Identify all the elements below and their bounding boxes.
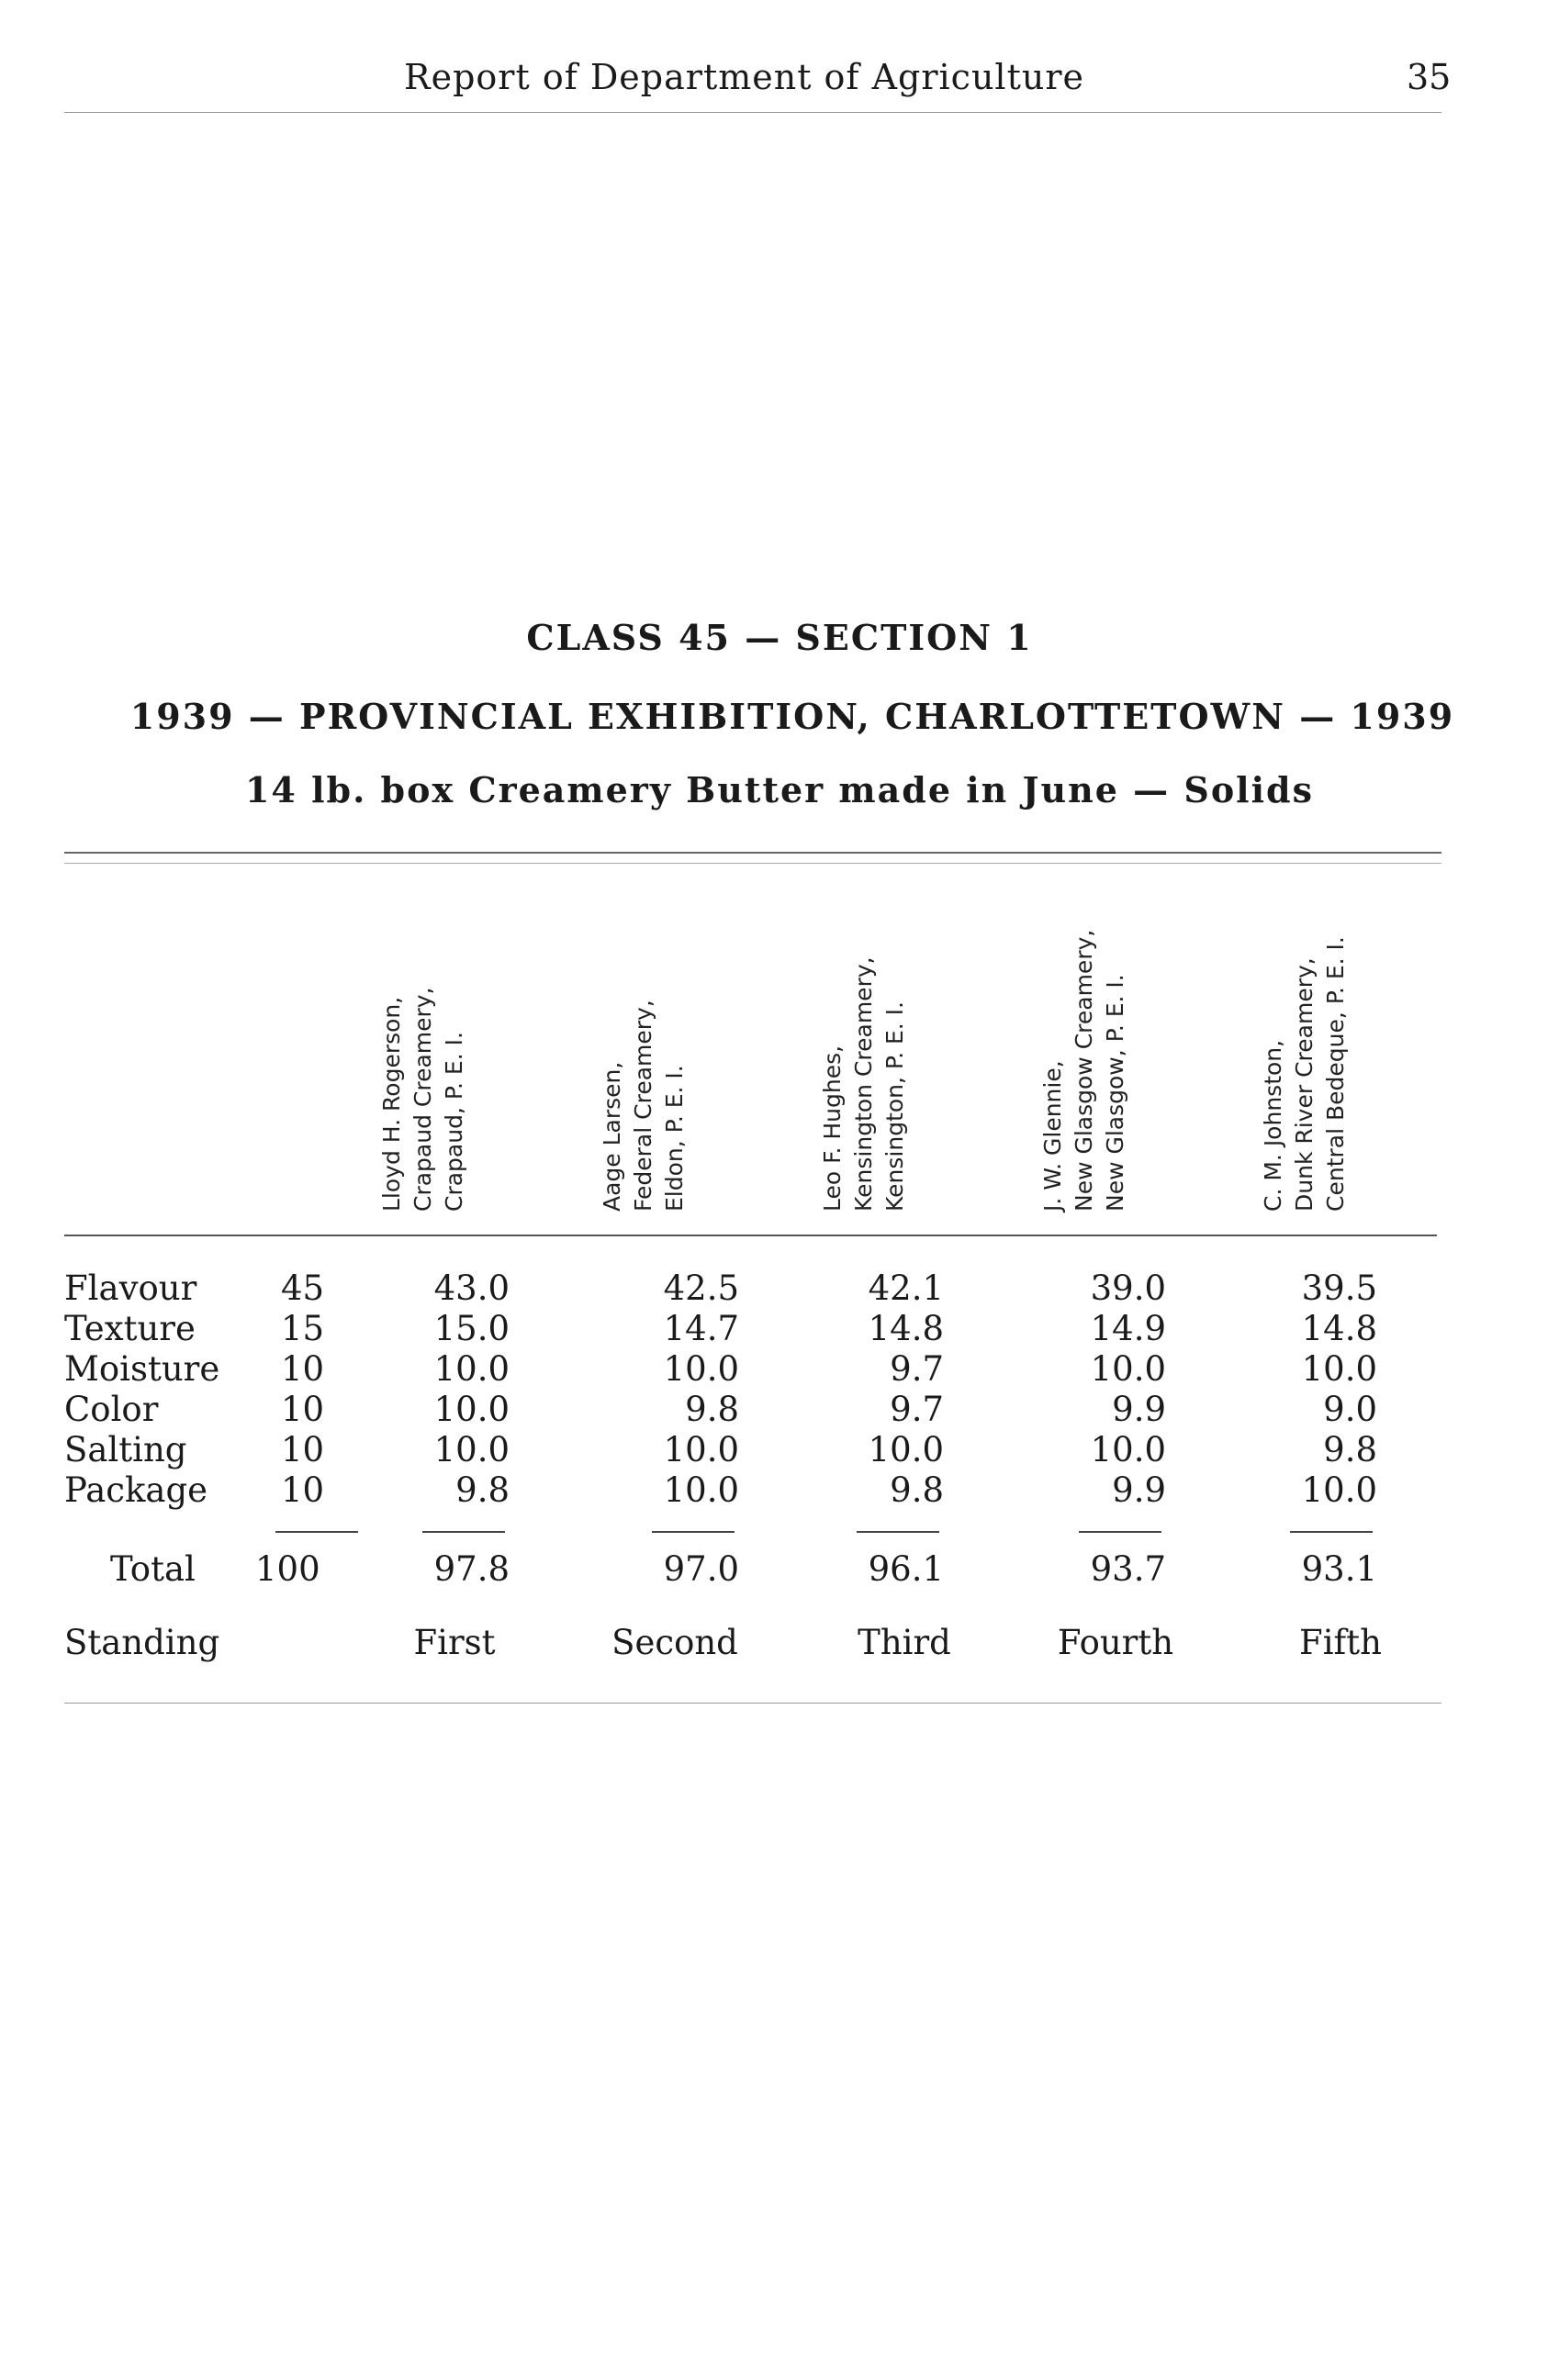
criterion-max-score: 10	[281, 1430, 325, 1469]
score-cell: 9.8	[890, 1470, 944, 1510]
criterion-label: Package	[64, 1470, 208, 1510]
score-cell: 42.1	[868, 1268, 944, 1308]
column-header-creamery: Crapaud Creamery,	[409, 987, 436, 1212]
score-cell: 10.0	[663, 1349, 739, 1389]
score-cell: 10.0	[1090, 1349, 1166, 1389]
criterion-label: Flavour	[64, 1268, 197, 1308]
score-cell: 9.9	[1112, 1390, 1166, 1429]
total-score-cell: 93.7	[1090, 1549, 1166, 1589]
column-header-name: J. W. Glennie,	[1039, 1060, 1066, 1212]
score-cell: 14.8	[1301, 1309, 1377, 1348]
score-cell: 39.5	[1301, 1268, 1377, 1308]
score-cell: 10.0	[663, 1430, 739, 1469]
column-header-creamery: Kensington Creamery,	[850, 956, 877, 1212]
criterion-label: Color	[64, 1390, 159, 1429]
column-header-text	[376, 987, 470, 1212]
total-score-cell: 97.8	[433, 1549, 510, 1589]
header-rule	[64, 112, 1441, 113]
score-cell: 9.7	[890, 1349, 944, 1389]
total-label: Total	[110, 1549, 196, 1589]
score-cell: 9.7	[890, 1390, 944, 1429]
score-cell: 9.8	[685, 1390, 739, 1429]
score-cell: 10.0	[663, 1470, 739, 1510]
standing-place: Fourth	[1057, 1623, 1174, 1662]
column-header-place: Eldon, P. E. I.	[661, 1065, 688, 1212]
score-cell: 15.0	[433, 1309, 510, 1348]
score-cell: 14.9	[1090, 1309, 1166, 1348]
criterion-max-score: 10	[281, 1470, 325, 1510]
score-cell: 9.8	[455, 1470, 510, 1510]
column-header-text	[817, 956, 911, 1212]
total-score-cell: 97.0	[663, 1549, 739, 1589]
column-header-text	[597, 1000, 690, 1212]
score-cell: 10.0	[433, 1349, 510, 1389]
total-max: 100	[255, 1549, 320, 1589]
score-cell: 9.0	[1323, 1390, 1377, 1429]
score-cell: 42.5	[663, 1268, 739, 1308]
score-cell: 10.0	[1301, 1470, 1377, 1510]
column-header-creamery: Dunk River Creamery,	[1291, 957, 1318, 1212]
column-header-creamery: Federal Creamery,	[630, 1000, 656, 1212]
standing-place: Third	[858, 1623, 951, 1662]
table-top-rule	[64, 852, 1441, 854]
page-number: 35	[1407, 57, 1452, 97]
column-header-name: Aage Larsen,	[599, 1061, 625, 1212]
table-subtitle: 14 lb. box Creamery Butter made in June — Solids	[244, 769, 1315, 810]
column-header-name: Lloyd H. Rogerson,	[378, 996, 405, 1212]
criterion-label: Texture	[64, 1309, 196, 1348]
total-separator-rule	[422, 1531, 505, 1533]
criterion-label: Moisture	[64, 1349, 220, 1389]
score-cell: 10.0	[433, 1390, 510, 1429]
score-cell: 10.0	[1301, 1349, 1377, 1389]
header-bottom-rule-left	[64, 1235, 1437, 1236]
score-cell: 10.0	[868, 1430, 944, 1469]
total-separator-rule	[652, 1531, 735, 1533]
table-top-rule-thin	[64, 863, 1441, 864]
total-separator-rule	[1290, 1531, 1373, 1533]
score-cell: 10.0	[1090, 1430, 1166, 1469]
column-header-place: Crapaud, P. E. I.	[441, 1032, 467, 1212]
standing-label: Standing	[64, 1623, 220, 1662]
criterion-max-score: 10	[281, 1349, 325, 1389]
total-separator-rule	[857, 1531, 939, 1533]
score-cell: 10.0	[433, 1430, 510, 1469]
column-header-place: New Glasgow, P. E. I.	[1102, 974, 1128, 1212]
criterion-max-score: 45	[281, 1268, 325, 1308]
standing-place: Second	[611, 1623, 738, 1662]
criterion-max-score: 10	[281, 1390, 325, 1429]
column-header-place: Kensington, P. E. I.	[881, 1001, 908, 1212]
total-score-cell: 93.1	[1301, 1549, 1377, 1589]
exhibition-heading: 1939 — PROVINCIAL EXHIBITION, CHARLOTTETOWN — 1939	[129, 696, 1455, 737]
score-cell: 14.8	[868, 1309, 944, 1348]
standing-place: Fifth	[1299, 1623, 1382, 1662]
total-separator-rule	[275, 1531, 358, 1533]
total-separator-rule	[1079, 1531, 1161, 1533]
score-cell: 43.0	[433, 1268, 510, 1308]
class-section-heading: CLASS 45 — SECTION 1	[526, 617, 1033, 658]
running-head-title: Report of Department of Agriculture	[404, 57, 1084, 97]
total-score-cell: 96.1	[868, 1549, 944, 1589]
column-header-name: Leo F. Hughes,	[819, 1045, 846, 1212]
score-cell: 14.7	[663, 1309, 739, 1348]
column-header-text	[1037, 930, 1131, 1212]
column-header-text	[1258, 936, 1352, 1212]
score-cell: 39.0	[1090, 1268, 1166, 1308]
table-bottom-rule	[64, 1703, 1441, 1704]
score-cell: 9.8	[1323, 1430, 1377, 1469]
score-cell: 9.9	[1112, 1470, 1166, 1510]
criterion-max-score: 15	[281, 1309, 325, 1348]
standing-place: First	[413, 1623, 496, 1662]
criterion-label: Salting	[64, 1430, 187, 1469]
column-header-name: C. M. Johnston,	[1260, 1039, 1286, 1212]
column-header-place: Central Bedeque, P. E. I.	[1322, 936, 1349, 1212]
column-header-creamery: New Glasgow Creamery,	[1071, 929, 1097, 1212]
